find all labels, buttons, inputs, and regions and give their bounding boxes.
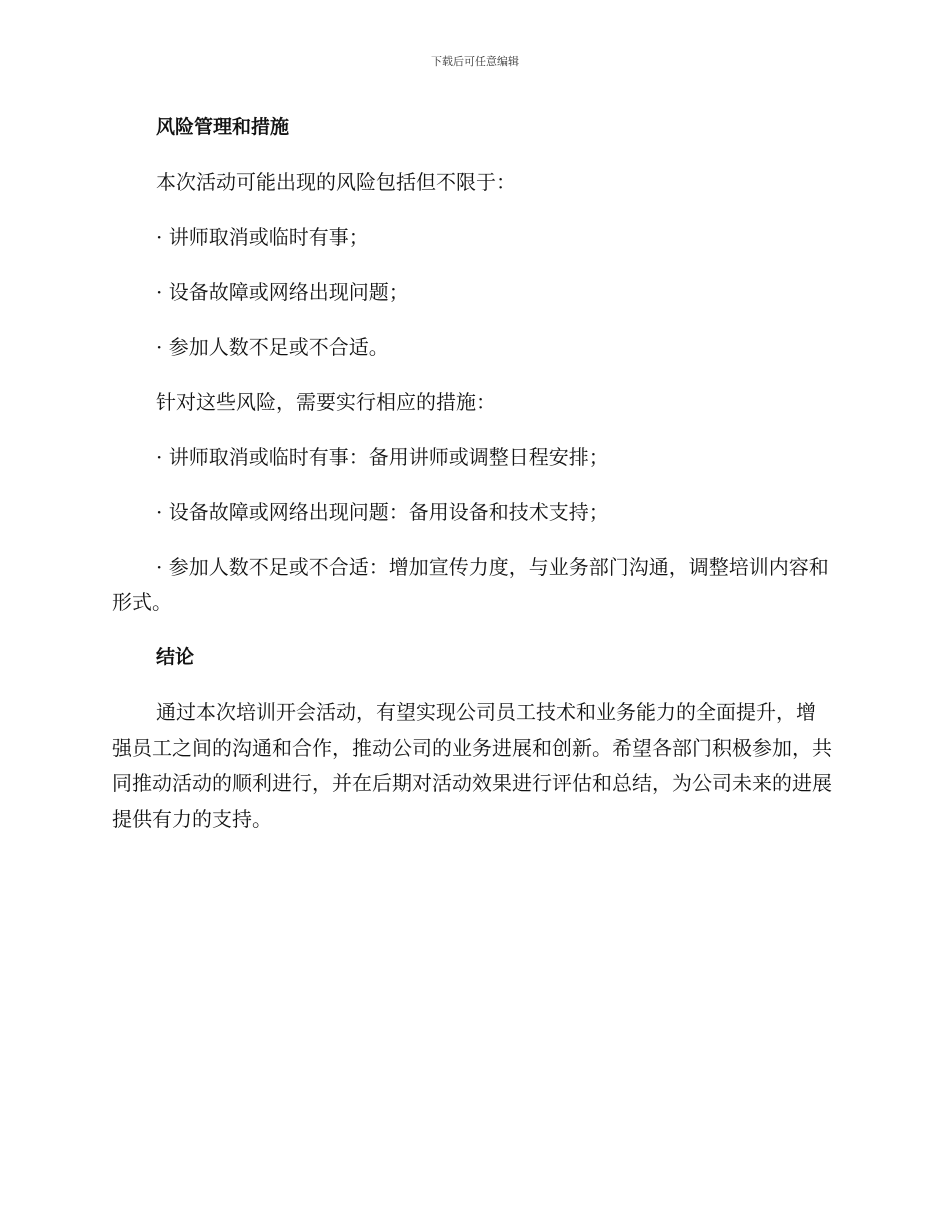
measure-item: · 参加人数不足或不合适：增加宣传力度，与业务部门沟通，调整培训内容和形式。 xyxy=(112,555,829,614)
measures-intro-paragraph: 针对这些风险，需要实行相应的措施： xyxy=(156,390,496,414)
risk-intro-paragraph: 本次活动可能出现的风险包括但不限于： xyxy=(156,170,516,194)
risk-item: · 设备故障或网络出现问题； xyxy=(156,280,409,304)
conclusion-section-heading: 结论 xyxy=(156,646,195,668)
conclusion-paragraph: 通过本次培训开会活动，有望实现公司员工技术和业务能力的全面提升，增强员工之间的沟通和合作，推动公司的业务进展和创新。希望各部门积极参加，共同推动活动的顺利进行，并在后期对活动效果进行评估和总结，为公司未来的进展提供有力的支持。 xyxy=(112,700,832,831)
risk-item: · 讲师取消或临时有事； xyxy=(156,225,369,249)
document-body xyxy=(112,110,832,837)
measure-item: · 设备故障或网络出现问题：备用设备和技术支持； xyxy=(156,500,609,524)
page-header: 下载后可任意编辑 xyxy=(431,55,519,68)
risk-section-heading: 风险管理和措施 xyxy=(156,116,290,138)
measure-item: · 讲师取消或临时有事：备用讲师或调整日程安排； xyxy=(156,445,609,469)
risk-item: · 参加人数不足或不合适。 xyxy=(156,335,389,359)
